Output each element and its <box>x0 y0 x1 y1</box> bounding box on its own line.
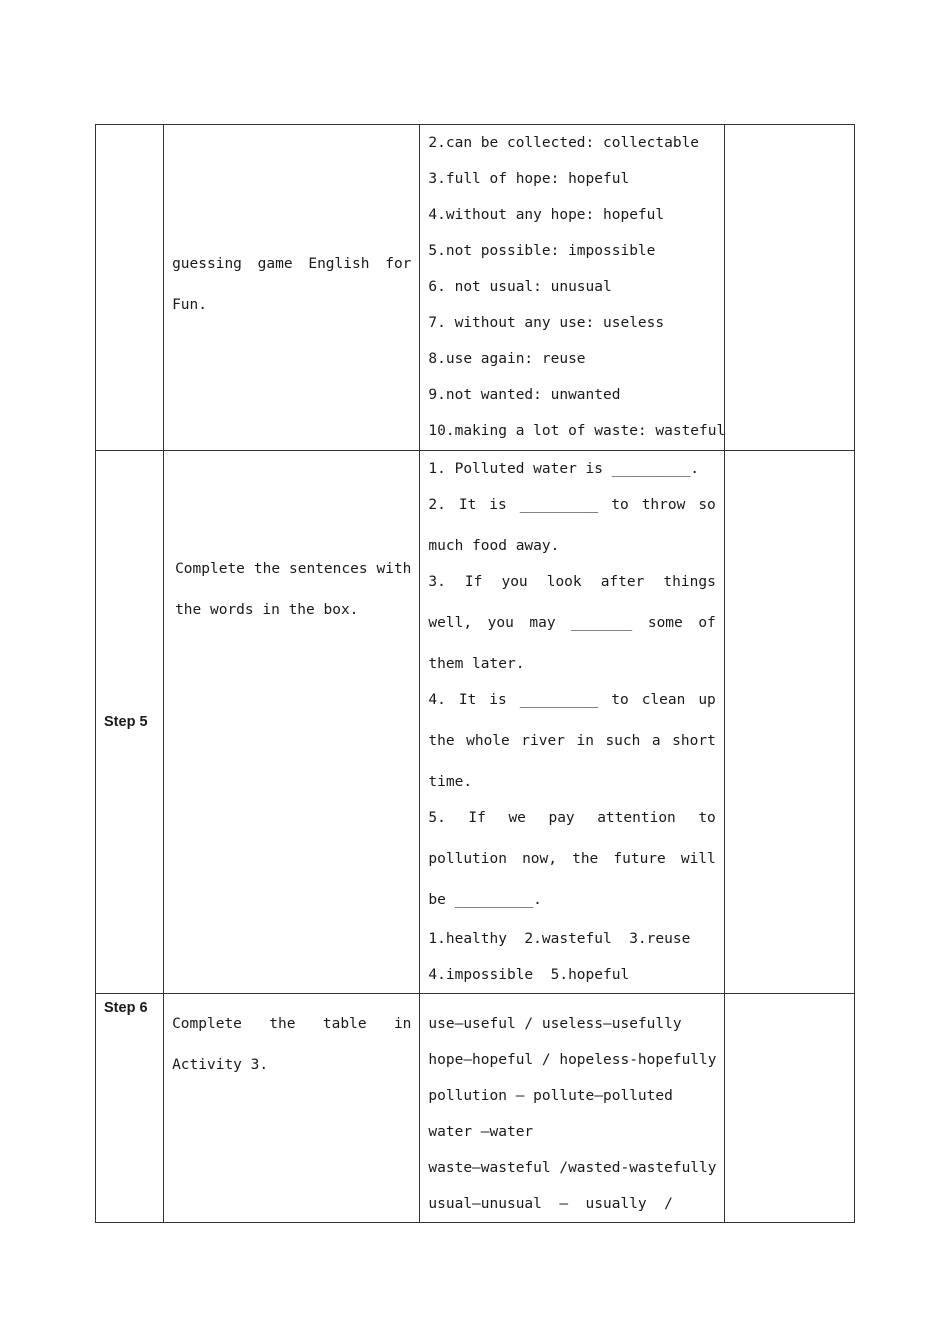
answer-key-line: 4.impossible 5.hopeful <box>428 967 630 983</box>
answer-line: hope—hopeful / hopeless-hopefully <box>428 1052 717 1068</box>
table-row-step-5 <box>96 451 855 994</box>
answer-key-line: 1.healthy 2.wasteful 3.reuse <box>428 931 691 947</box>
step-cell <box>96 451 164 994</box>
sentence-line: 5. If we pay attention to pollution now, the future will be _________. <box>428 810 716 908</box>
answer-line: 5.not possible: impossible <box>428 243 656 259</box>
answer-line: usual—unusual – usually / <box>428 1196 673 1212</box>
activity-description: Complete the table in Activity 3. <box>172 1016 412 1073</box>
answer-line: use—useful / useless—usefully <box>428 1016 682 1032</box>
step-cell <box>96 125 164 451</box>
notes-cell <box>724 994 854 1223</box>
activity-description-cell <box>164 451 420 994</box>
step-cell <box>96 994 164 1223</box>
table-row-guessing-game <box>96 125 855 451</box>
table-row-step-6 <box>96 994 855 1223</box>
answer-line: water –water <box>428 1124 534 1140</box>
answer-line: 2.can be collected: collectable <box>428 135 700 151</box>
activity-description-cell <box>164 994 420 1223</box>
sentences-cell <box>420 451 724 994</box>
answer-line: 9.not wanted: unwanted <box>428 387 621 403</box>
activity-description-cell <box>164 125 420 451</box>
notes-cell <box>724 125 854 451</box>
answer-line: 10.making a lot of waste: wasteful <box>428 423 726 439</box>
answer-line: 6. not usual: unusual <box>428 279 612 295</box>
answer-line: 7. without any use: useless <box>428 315 665 331</box>
sentence-line: 1. Polluted water is _________. <box>428 461 700 477</box>
step-label: Step 6 <box>104 1000 148 1016</box>
answers-cell <box>420 125 724 451</box>
sentence-line: 2. It is _________ to throw so much food away. <box>428 497 716 554</box>
sentence-line: 3. If you look after things well, you may _______ some of them later. <box>428 574 716 672</box>
answers-cell <box>420 994 724 1223</box>
answer-line: pollution – pollute—polluted <box>428 1088 673 1104</box>
answer-line: 3.full of hope: hopeful <box>428 171 630 187</box>
answer-line: 4.without any hope: hopeful <box>428 207 665 223</box>
notes-cell <box>724 451 854 994</box>
answer-line: 8.use again: reuse <box>428 351 586 367</box>
lesson-plan-table <box>95 124 855 1223</box>
answer-line: waste—wasteful /wasted-wastefully <box>428 1160 717 1176</box>
activity-description: guessing game English for Fun. <box>172 256 412 313</box>
sentence-line: 4. It is _________ to clean up the whole river in such a short time. <box>428 692 716 790</box>
step-label: Step 5 <box>104 714 148 730</box>
activity-description: Complete the sentences with the words in the box. <box>175 561 412 618</box>
